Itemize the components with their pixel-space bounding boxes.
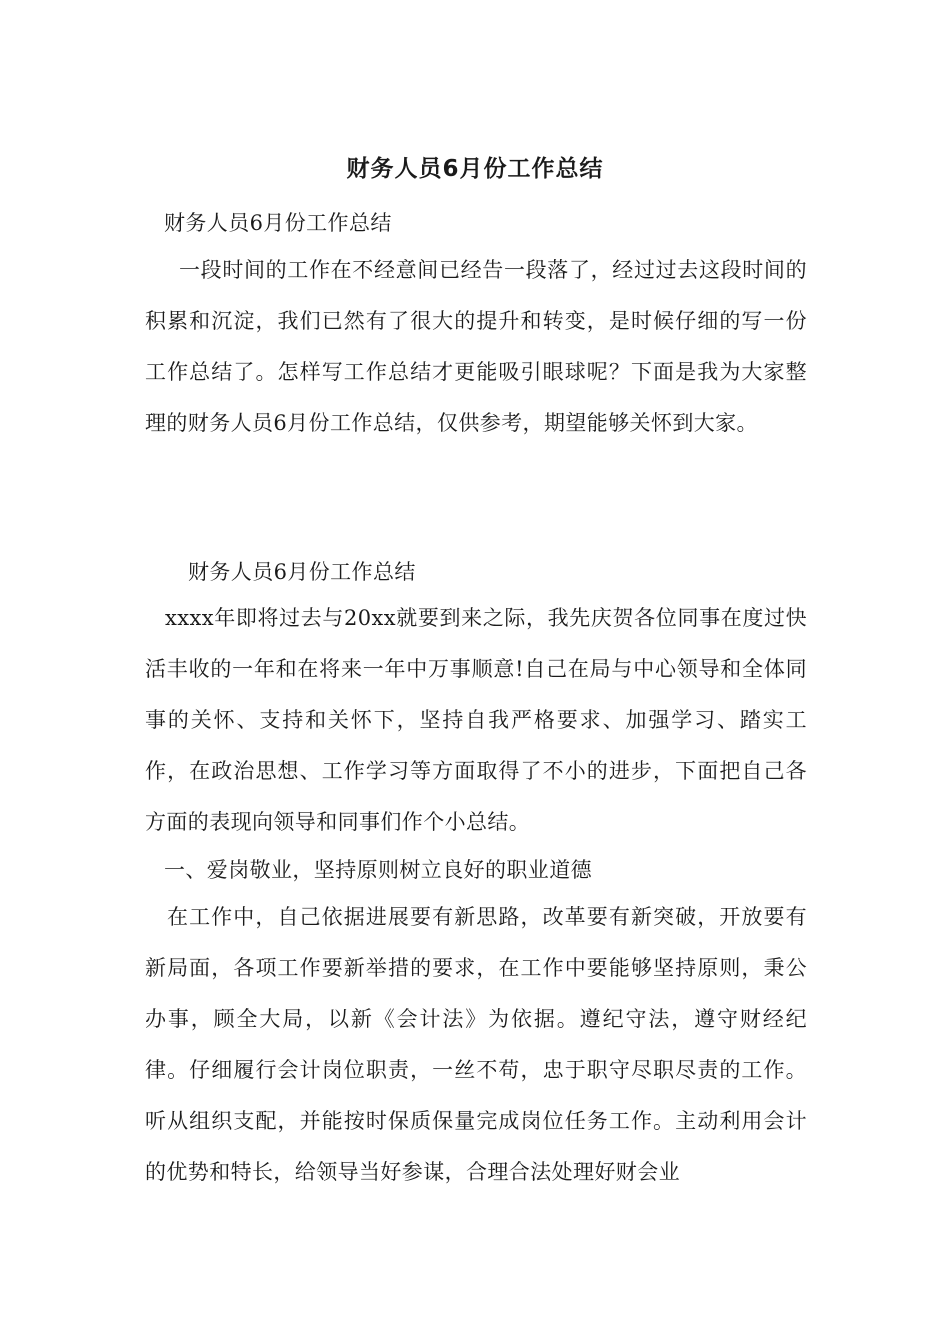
section-title: 财务人员6月份工作总结 xyxy=(188,560,416,584)
section-heading-1: 一、爱岗敬业，坚持原则树立良好的职业道德 xyxy=(164,858,592,882)
document-subtitle: 财务人员6月份工作总结 xyxy=(164,211,392,235)
intro-paragraph: 一段时间的工作在不经意间已经告一段落了，经过过去这段时间的积累和沉淀，我们已然有了很大的提升和转变，是时候仔细的写一份工作总结了。怎样写工作总结才更能吸引眼球呢？下面是我为大家整理的财务人员6月份工作总结，仅供参考，期望能够关怀到大家。 xyxy=(145,258,807,435)
body-paragraph-1: xxxx年即将过去与20xx就要到来之际，我先庆贺各位同事在度过快活丰收的一年和在将来一年中万事顺意!自己在局与中心领导和全体同事的关怀、支持和关怀下，坚持自我严格要求、加强学习、踏实工作，在政治思想、工作学习等方面取得了不小的进步，下面把自己各方面的表现向领导和同事们作个小总结。 xyxy=(145,606,807,834)
body-paragraph-2: 在工作中，自己依据进展要有新思路，改革要有新突破，开放要有新局面，各项工作要新举措的要求，在工作中要能够坚持原则，秉公办事，顾全大局，以新《会计法》为依据。遵纪守法，遵守财经纪律。仔细履行会计岗位职责，一丝不苟，忠于职守尽职尽责的工作。听从组织支配，并能按时保质保量完成岗位任务工作。主动利用会计的优势和特长，给领导当好参谋，合理合法处理好财会业 xyxy=(145,905,807,1184)
document-title: 财务人员6月份工作总结 xyxy=(346,156,604,182)
